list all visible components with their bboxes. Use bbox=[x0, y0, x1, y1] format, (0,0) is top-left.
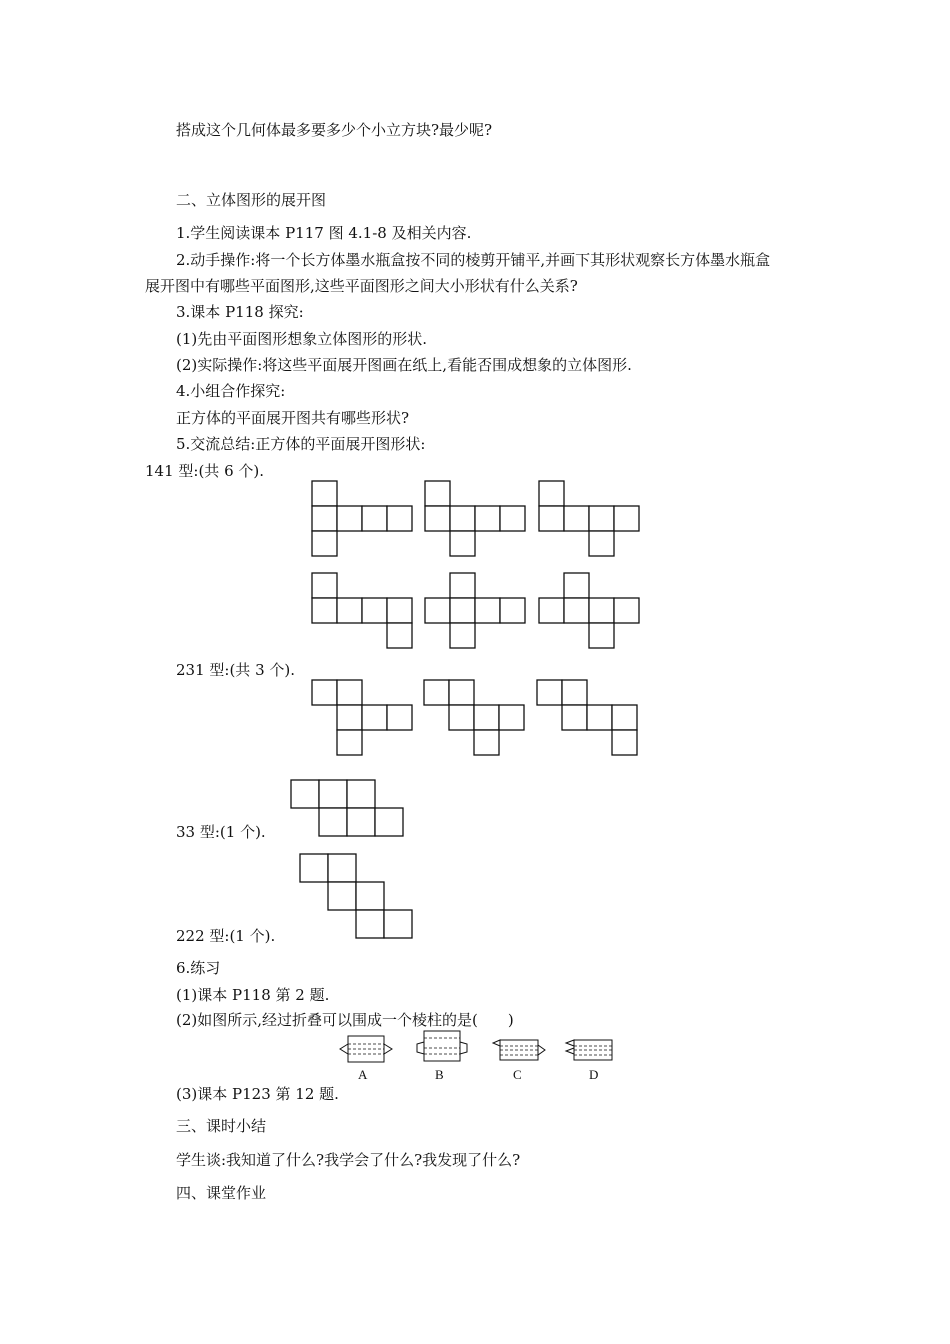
net-231-3 bbox=[536, 679, 640, 757]
type-222-label: 222 型:(1 个). bbox=[176, 927, 276, 945]
item-2-line-1: 2.动手操作:将一个长方体墨水瓶盒按不同的棱剪开铺平,并画下其形状观察长方体墨水瓶盒 bbox=[176, 251, 771, 269]
section-3-heading: 三、课时小结 bbox=[176, 1117, 267, 1135]
option-d-figure bbox=[565, 1036, 617, 1064]
net-222 bbox=[299, 853, 416, 941]
item-3-2: (2)实际操作:将这些平面展开图画在纸上,看能否围成想象的立体图形. bbox=[176, 356, 632, 374]
net-141-4 bbox=[311, 572, 413, 648]
item-3: 3.课本 P118 探究: bbox=[176, 303, 304, 321]
type-231-label: 231 型:(共 3 个). bbox=[176, 661, 296, 679]
option-b-figure bbox=[414, 1028, 472, 1066]
intro-question: 搭成这个几何体最多要多少个小立方块?最少呢? bbox=[176, 121, 493, 139]
option-b-label: B bbox=[435, 1067, 444, 1082]
item-2-line-2: 展开图中有哪些平面图形,这些平面图形之间大小形状有什么关系? bbox=[145, 277, 578, 295]
option-a-figure bbox=[338, 1032, 394, 1066]
net-141-1 bbox=[311, 480, 413, 556]
item-1: 1.学生阅读课本 P117 图 4.1-8 及相关内容. bbox=[176, 224, 472, 242]
net-141-3 bbox=[538, 480, 640, 556]
item-6-2: (2)如图所示,经过折叠可以围成一个棱柱的是( ) bbox=[176, 1011, 514, 1029]
net-231-2 bbox=[423, 679, 527, 757]
net-33 bbox=[290, 779, 407, 839]
item-6-3: (3)课本 P123 第 12 题. bbox=[176, 1085, 339, 1103]
option-a-label: A bbox=[358, 1067, 368, 1082]
net-141-5 bbox=[424, 572, 526, 648]
item-6: 6.练习 bbox=[176, 959, 221, 977]
option-d-label: D bbox=[589, 1067, 599, 1082]
type-141-label: 141 型:(共 6 个). bbox=[145, 462, 265, 480]
net-141-2 bbox=[424, 480, 526, 556]
section-2-heading: 二、立体图形的展开图 bbox=[176, 191, 327, 209]
item-3-1: (1)先由平面图形想象立体图形的形状. bbox=[176, 330, 428, 348]
option-c-figure bbox=[492, 1036, 548, 1064]
item-4: 4.小组合作探究: bbox=[176, 382, 286, 400]
item-5: 5.交流总结:正方体的平面展开图形状: bbox=[176, 435, 426, 453]
item-4-question: 正方体的平面展开图共有哪些形状? bbox=[176, 409, 410, 427]
section-4-heading: 四、课堂作业 bbox=[176, 1184, 267, 1202]
option-c-label: C bbox=[513, 1067, 522, 1082]
net-141-6 bbox=[538, 572, 640, 648]
summary-text: 学生谈:我知道了什么?我学会了什么?我发现了什么? bbox=[176, 1151, 521, 1169]
item-6-1: (1)课本 P118 第 2 题. bbox=[176, 986, 330, 1004]
type-33-label: 33 型:(1 个). bbox=[176, 823, 266, 841]
net-231-1 bbox=[311, 679, 415, 757]
